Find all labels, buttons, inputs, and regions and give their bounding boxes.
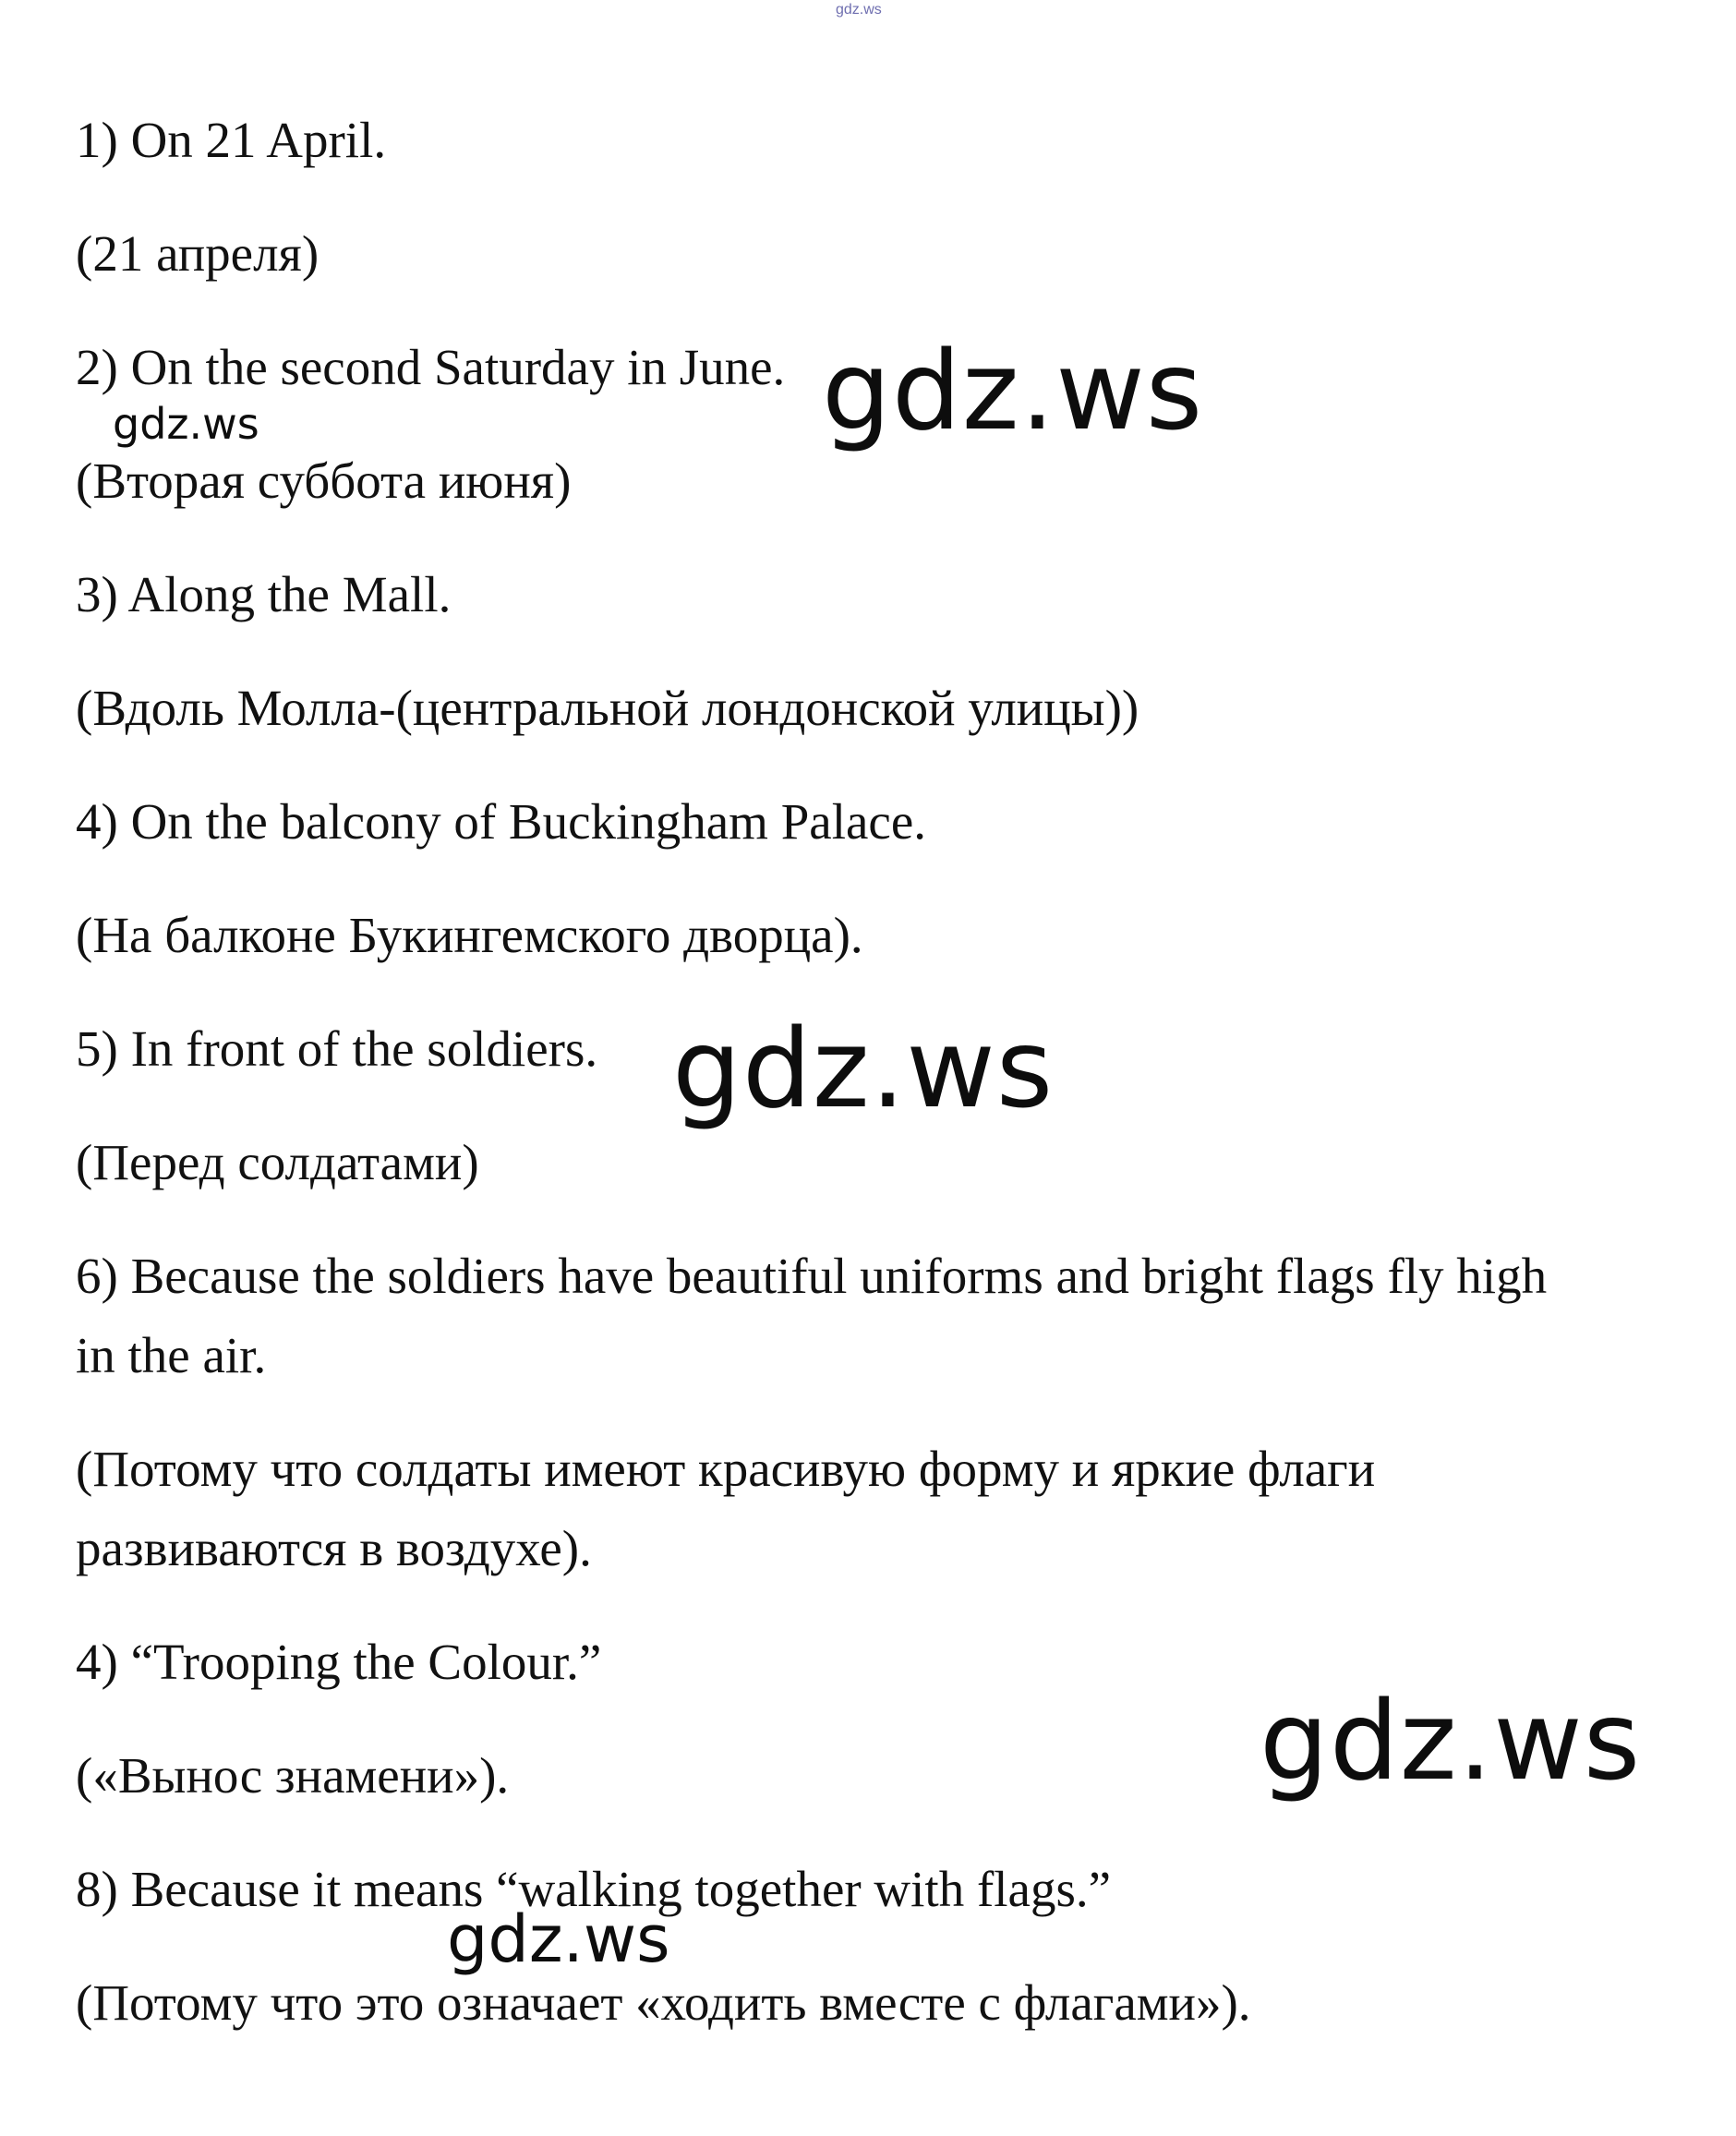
- answer-3: 3) Along the Mall.: [76, 566, 452, 622]
- answer-1: 1) On 21 April.: [76, 112, 387, 168]
- answer-8: 8) Because it means “walking together with flags.”: [76, 1861, 1112, 1917]
- translation-2: (Вторая суббота июня): [76, 453, 572, 509]
- watermark-top-small: gdz.ws: [836, 2, 882, 18]
- translation-7: («Вынос знамени»).: [76, 1747, 510, 1804]
- answer-6-line-2: in the air.: [76, 1327, 267, 1383]
- answer-4: 4) On the balcony of Buckingham Palace.: [76, 793, 926, 850]
- answer-5: 5) In front of the soldiers.: [76, 1020, 598, 1077]
- watermark-large-3: gdz.ws: [1260, 1677, 1642, 1804]
- watermark-mid-1: gdz.ws: [447, 1901, 670, 1977]
- translation-5: (Перед солдатами): [76, 1134, 479, 1190]
- answer-6-line-1: 6) Because the soldiers have beautiful uniforms and bright flags fly high: [76, 1248, 1548, 1304]
- translation-8: (Потому что это означает «ходить вместе с флагами»).: [76, 1974, 1251, 2031]
- watermark-small-1: gdz.ws: [113, 399, 259, 449]
- translation-6-line-2: развиваются в воздухе).: [76, 1520, 592, 1576]
- answer-2: 2) On the second Saturday in June.: [76, 339, 786, 395]
- translation-1: (21 апреля): [76, 225, 319, 282]
- translation-3: (Вдоль Молла-(центральной лондонской улицы)): [76, 680, 1139, 736]
- watermark-large-1: gdz.ws: [822, 327, 1204, 454]
- watermark-large-2: gdz.ws: [672, 1005, 1055, 1132]
- translation-6-line-1: (Потому что солдаты имеют красивую форму и яркие флаги: [76, 1441, 1376, 1497]
- translation-4: (На балконе Букингемского дворца).: [76, 907, 863, 963]
- answer-7: 4) “Trooping the Colour.”: [76, 1634, 602, 1690]
